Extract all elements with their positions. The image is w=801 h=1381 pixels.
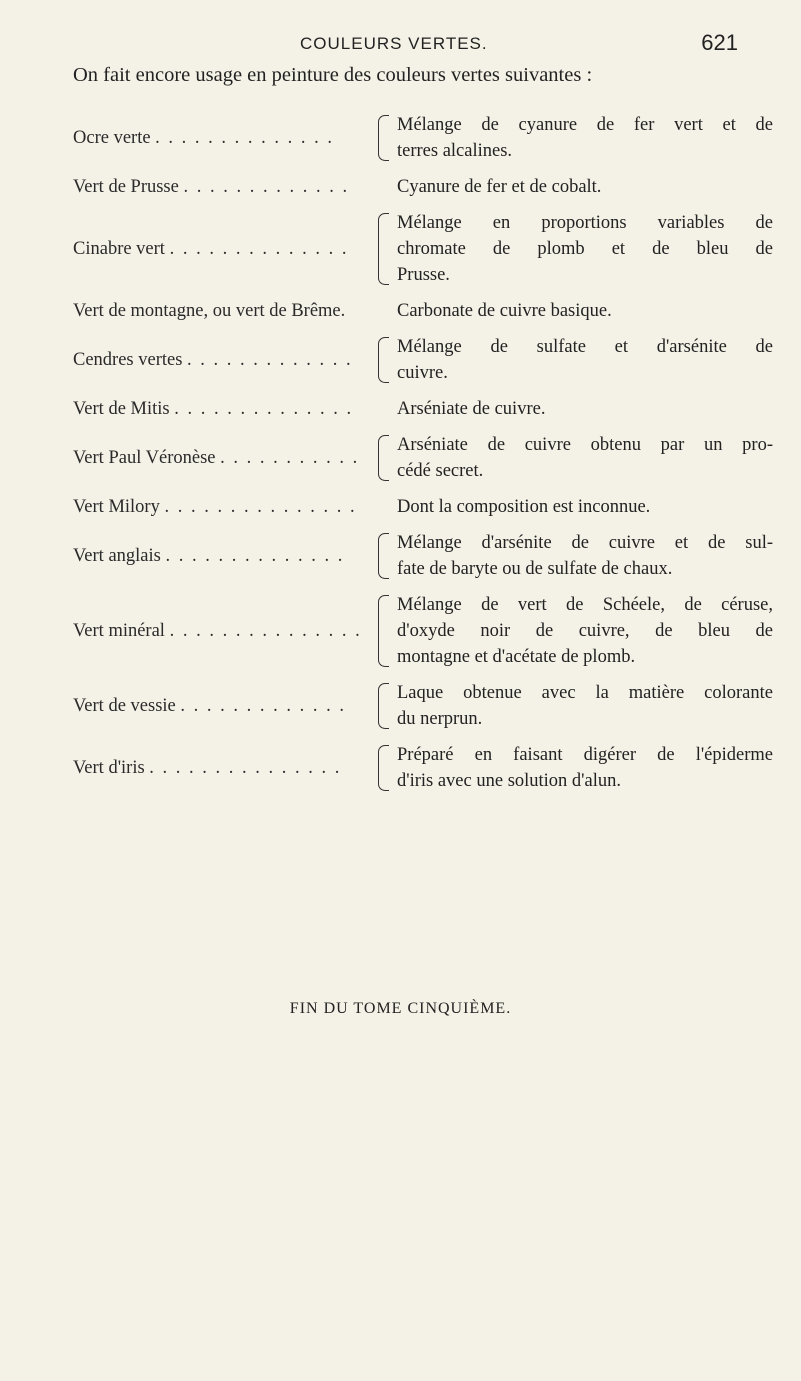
dot-leader: . . . . . . . . . . . . . <box>183 176 350 197</box>
end-of-volume-note: FIN DU TOME CINQUIÈME. <box>289 1000 512 1017</box>
color-name: Vert minéral <box>73 620 165 641</box>
color-definition <box>397 530 773 582</box>
color-definition <box>397 680 773 732</box>
definition-line: Mélange d'arsénite de cuivre et de sul- <box>397 533 773 553</box>
color-definition <box>397 174 773 200</box>
dot-leader: . . . . . . . . . . . <box>220 447 360 468</box>
color-name: Cinabre vert <box>73 238 165 259</box>
page-header <box>0 30 801 60</box>
color-term <box>73 350 376 371</box>
color-term <box>73 546 376 567</box>
definition-line: Carbonate de cuivre basique. <box>397 301 612 321</box>
color-term <box>73 758 376 779</box>
definition-line: Laque obtenue avec la matière colorante <box>397 683 773 703</box>
curly-brace <box>378 595 389 667</box>
definition-line: cédé secret. <box>397 461 484 481</box>
dot-leader: . . . . . . . . . . . . . . . <box>169 620 362 641</box>
color-term <box>73 239 376 260</box>
definition-line: Mélange de vert de Schéele, de céruse, <box>397 595 773 615</box>
definition-line: montagne et d'acétate de plomb. <box>397 647 636 667</box>
color-term <box>73 497 376 518</box>
list-item <box>73 680 773 732</box>
color-name: Vert Paul Véronèse <box>73 447 216 468</box>
intro-paragraph: On fait encore usage en peinture des couleurs vertes suivantes : <box>73 64 593 86</box>
color-definition <box>397 742 773 794</box>
list-item <box>73 742 773 794</box>
dot-leader: . . . . . . . . . . . . . . . <box>149 757 342 778</box>
color-definition <box>397 494 773 520</box>
dot-leader: . . . . . . . . . . . . . <box>187 349 353 370</box>
list-item <box>73 432 773 484</box>
running-title: COULEURS VERTES. <box>300 34 488 53</box>
color-term <box>73 301 376 322</box>
color-name: Vert Milory <box>73 496 160 517</box>
definition-line: Prusse. <box>397 265 450 285</box>
dot-leader: . . . . . . . . . . . . . . <box>155 127 335 148</box>
definition-line: du nerprun. <box>397 709 483 729</box>
definition-line: d'iris avec une solution d'alun. <box>397 771 621 791</box>
color-term <box>73 177 376 198</box>
definition-line: Arséniate de cuivre obtenu par un pro- <box>397 435 773 455</box>
definition-line: Arséniate de cuivre. <box>397 399 546 419</box>
curly-brace <box>378 435 389 481</box>
color-definition <box>397 298 773 324</box>
curly-brace <box>378 745 389 791</box>
list-item <box>73 298 773 324</box>
color-term <box>73 128 376 149</box>
list-item <box>73 396 773 422</box>
list-item <box>73 592 773 670</box>
page-number: 621 <box>701 30 738 55</box>
color-definition <box>397 210 773 288</box>
color-name: Cendres vertes <box>73 349 183 370</box>
list-item <box>73 334 773 386</box>
color-term <box>73 696 376 717</box>
color-name: Vert de montagne, ou vert de Brême. <box>73 300 346 321</box>
definition-line: Dont la composition est inconnue. <box>397 497 651 517</box>
definition-line: Mélange de cyanure de fer vert et de <box>397 115 773 135</box>
list-item <box>73 494 773 520</box>
curly-brace <box>378 399 389 419</box>
dot-leader: . . . . . . . . . . . . . . <box>165 545 345 566</box>
color-definition <box>397 396 773 422</box>
list-item <box>73 174 773 200</box>
color-name: Ocre verte <box>73 127 151 148</box>
dot-leader: . . . . . . . . . . . . . . . <box>164 496 357 517</box>
dot-leader: . . . . . . . . . . . . . <box>180 695 346 716</box>
list-item <box>73 210 773 288</box>
color-definition <box>397 432 773 484</box>
definition-line: Préparé en faisant digérer de l'épiderme <box>397 745 773 765</box>
dot-leader: . . . . . . . . . . . . . . <box>169 238 349 259</box>
list-item <box>73 112 773 164</box>
color-list <box>73 112 773 804</box>
color-name: Vert anglais <box>73 545 161 566</box>
color-name: Vert de Prusse <box>73 176 179 197</box>
curly-brace <box>378 533 389 579</box>
definition-line: d'oxyde noir de cuivre, de bleu de <box>397 621 773 641</box>
definition-line: terres alcalines. <box>397 141 513 161</box>
definition-line: Mélange en proportions variables de <box>397 213 773 233</box>
definition-line: Cyanure de fer et de cobalt. <box>397 177 602 197</box>
definition-line: cuivre. <box>397 363 448 383</box>
definition-line: Mélange de sulfate et d'arsénite de <box>397 337 773 357</box>
definition-line: chromate de plomb et de bleu de <box>397 239 773 259</box>
list-item <box>73 530 773 582</box>
curly-brace <box>378 497 389 517</box>
color-definition <box>397 592 773 670</box>
curly-brace <box>378 213 389 285</box>
curly-brace <box>378 337 389 383</box>
curly-brace <box>378 683 389 729</box>
color-definition <box>397 334 773 386</box>
curly-brace <box>378 177 389 197</box>
color-definition <box>397 112 773 164</box>
curly-brace <box>378 301 389 321</box>
color-term <box>73 621 376 642</box>
color-term <box>73 448 376 469</box>
color-name: Vert de Mitis <box>73 398 170 419</box>
curly-brace <box>378 115 389 161</box>
definition-line: fate de baryte ou de sulfate de chaux. <box>397 559 673 579</box>
color-name: Vert de vessie <box>73 695 176 716</box>
color-name: Vert d'iris <box>73 757 145 778</box>
color-term <box>73 399 376 420</box>
dot-leader: . . . . . . . . . . . . . . <box>174 398 354 419</box>
